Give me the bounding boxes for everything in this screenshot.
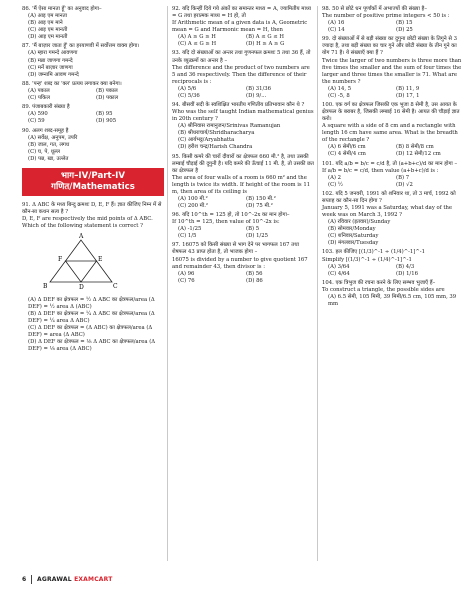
option-d: (D) √2 [396, 181, 413, 188]
option-d: (D) 1/25 [246, 233, 268, 240]
question-stem: 88. 'पन्ह' शब्द का 'क्ल' प्रत्यय लगाकर क्या बनेगा। [22, 80, 122, 87]
question-91 [22, 202, 164, 354]
publisher-brand [37, 576, 113, 583]
option-c: (C) 1/5 [178, 233, 197, 240]
question-90 [22, 128, 164, 163]
option-b: (B) पकाल [96, 87, 118, 94]
option-b: (B) 4/3 [396, 263, 415, 270]
question-stem-english: The area of four walls of a room is 660 m² and the length is twice its width. If height of the room is 11 m, then area of its ceiling is [172, 174, 311, 195]
option-c: (C) मर्ने बाज़ार जाणगा [28, 64, 73, 71]
column-3 [322, 6, 464, 310]
option-a: (A) A ≥ G ≥ H [178, 34, 216, 41]
vertex-b-label: B [43, 282, 48, 290]
option-b: (B) 7 [396, 174, 410, 181]
question-stem-english: If a/b = b/c = c/d, then value (a+b+c)/d is : [322, 167, 439, 174]
option-a: (A) आइ एम मानता [28, 13, 67, 20]
page-footer [22, 572, 464, 586]
option-c: (C) आर्यभट्ट/Aryabhatta [178, 137, 235, 144]
option-c: (C) Δ DEF का क्षेत्रफल = (Δ ABC) का क्षेत्रफल/area (Δ DEF) = area (Δ ABC) [28, 325, 153, 339]
option-a: (A) रविवार (इतवार)/Sunday [328, 219, 391, 226]
question-stem: 93. यदि दो संख्याओं का अन्तर तथा गुणनफल क्रमशः 5 तथा 36 हैं, तो उनके व्युत्क्रमों का अन्तर है – [172, 50, 311, 64]
question-stem: 97. 16075 को किसी संख्या से भाग देने पर भागफल 167 तथा शेषफल 43 प्राप्त होता है, तो भाजक होगा – [172, 242, 299, 256]
question-stem: 94. बीसवीं सदी के स्वशिक्षित भारतीय गणितीय प्रतिभावान कौन थे ? [172, 101, 305, 108]
question-100 [322, 102, 464, 158]
question-99 [322, 36, 464, 99]
option-a: (A) 5/6 [178, 85, 197, 92]
question-94 [172, 102, 314, 151]
question-stem: 99. दो संख्याओं में से बड़ी संख्या का दुगुना छोटी संख्या के तिगुने से 3 ज्यादा है, तथा बड़ी संख्या का चार गुने और छोटी संख्या के तीन गुने का योग 71 है। ये संख्याएँ क्या हैं ? [322, 36, 457, 57]
option-a: (A) श्रीनिवास रामानुजन/Srinivas Ramanujan [178, 123, 281, 130]
triangle-figure [22, 232, 164, 295]
question-89 [22, 104, 164, 125]
question-stem-english: A square with a side of 8 cm and a rectangle with length 16 cm have same area. What is the breadth of the rectangle ? [322, 123, 458, 144]
option-a: (A) म्हारा गमन्दे आवणगा [28, 50, 78, 57]
option-b: (B) मन्ना जाणगा गमन्दे [28, 57, 73, 64]
option-b: (B) Δ DEF का क्षेत्रफल = ¼ Δ ABC का क्षेत्रफल/area (Δ DEF) = ¼ area Δ ABC) [28, 311, 155, 325]
option-a: (A) सर्वेक्ष, अनुपम, उपरि [28, 134, 78, 141]
option-b: (B) 56 [246, 270, 263, 277]
option-d: (D) जम्नामि आवण गमन्दे [28, 71, 79, 78]
question-stem: 89. पंजाबकारी संख्या है [22, 104, 70, 111]
option-a: (A) 3/64 [328, 263, 350, 270]
option-d: (D) H ≥ A ≥ G [246, 41, 285, 48]
option-b: (B) 31/36 [246, 85, 271, 92]
point-e-label: E [98, 255, 103, 263]
option-a: (A) 100 मी.² [178, 195, 208, 202]
option-a: (A) 6.5 सेमी, 105 मिमी, 39 मिमी/6.5 cm, 105 mm, 39 mm [328, 293, 457, 307]
option-b: (B) A ≤ G ≤ H [246, 34, 284, 41]
option-c: (C) घ, पे, धूल्ल [28, 148, 60, 155]
option-a: (A) Δ DEF का क्षेत्रफल = ½ Δ ABC का क्षेत्रफल/area (Δ DEF) = ½ area Δ (ABC) [28, 296, 155, 311]
question-88 [22, 81, 164, 102]
point-f-label: F [58, 255, 63, 263]
question-stem: 92. यदि किन्हीं दिये गये अंकों का समान्तर माध्य = A, ज्यामितीय माध्य = G तथा हरात्मक माध्य = H हो, तो [172, 6, 311, 20]
option-d: (D) 12 सेमी/12 cm [396, 151, 441, 158]
option-c: (C) 4 सेमी/4 cm [328, 151, 366, 158]
question-stem: 104. एक त्रिभुज की रचना करने के लिए सम्भव भुजाएँ हैं– [322, 279, 436, 286]
question-stem: 96. यदि 10^th = 125 हो, तो 10^-2x का मान होगा– [172, 212, 290, 219]
question-stem: 95. किसी कमरे की चारों दीवारों का क्षेत्रफल 660 मी.² है, तथा उसकी लम्बाई चौड़ाई की दुगुनी है। यदि कमरे की ऊँचाई 11 मी. है, तो उसकी छत का क्षेत्रफल है [172, 153, 314, 174]
vertex-a-label: A [79, 232, 84, 240]
option-b: (B) जाल, गत, लगध [28, 141, 70, 148]
column-1 [22, 6, 164, 356]
option-a: (A) 590 [28, 111, 48, 118]
question-stem: 103. हल कीजिए [(1/3)^-1 ÷ (1/4)^-1]^-1 [322, 249, 425, 256]
question-stem: 90. अलग शब्द-समूह है [22, 127, 69, 134]
question-stem-english: D, E, F are respectively the mid points of Δ ABC. Which of the following statement is correct ? [22, 215, 153, 229]
question-stem: 102. यदि 5 जनवरी, 1991 को शनिवार था, तो 3 मार्च, 1992 को सप्ताह का कौन-सा दिन होगा ? [322, 190, 456, 204]
option-a: (A) 6 सेमी/6 cm [328, 144, 366, 151]
option-d: (D) 17, 1 [396, 92, 420, 99]
question-stem-english: The difference and the product of two numbers are 5 and 36 respectively. Then the difference of their reciprocals is : [172, 64, 310, 85]
option-a: (A) 14, 5 [328, 85, 352, 92]
option-c: (C) -5, 8 [328, 92, 350, 99]
option-d: (D) आइ एम मानती [28, 34, 68, 41]
option-a: (A) -1/25 [178, 226, 202, 233]
question-stem: 86. 'मैं ऐसा मानता हूँ' का अनुवाद होगा– [22, 6, 102, 12]
option-b: (B) आइ एम माने [28, 20, 63, 27]
option-c: (C) 59 [28, 118, 45, 125]
question-stem-english: The number of positive prime integers < 50 is : [322, 13, 450, 20]
option-d: (D) हरीश चन्द्र/Harish Chandra [178, 144, 253, 151]
option-b: (B) सोमवार/Monday [328, 226, 376, 233]
option-b: (B) 150 मी.² [246, 195, 276, 202]
question-stem-english: To construct a triangle, the possible sides are [322, 286, 445, 293]
option-c: (C) पकिल [28, 94, 50, 101]
option-d: (D) Δ DEF का क्षेत्रफल = ⅛ Δ ABC का क्षेत्रफल/area (Δ DEF) = ⅛ area (Δ ABC) [28, 339, 156, 353]
question-95 [172, 154, 314, 210]
question-stem-english: If Arithmetic mean of a given data is A, Geometric mean = G and Harmonic mean = H, then [172, 20, 308, 34]
question-103 [322, 249, 464, 277]
question-stem: 87. 'मैं बाज़ार जाता हूँ' का हरयाणवी में सर्वोत्तम वाक्य होगा। [22, 43, 140, 50]
question-93 [172, 50, 314, 99]
option-d: (D) पन्न, खा, उल्लेत [28, 155, 69, 162]
option-b: (B) 11, 9 [396, 85, 420, 92]
option-d: (D) मंगलवार/Tuesday [328, 240, 379, 247]
question-stem-english: Who was the self taught Indian mathematical genius in 20th century ? [172, 109, 314, 123]
question-stem-english: Twice the larger of two numbers is three more than five times the smaller and the sum of four times the larger and three times the smaller is 71. What are the numbers ? [322, 57, 462, 85]
option-d: (D) 25 [396, 27, 413, 34]
option-b: (B) 15 [396, 20, 413, 27]
option-a: (A) 16 [328, 20, 345, 27]
question-stem-english: Simplify [(1/3)^-1 ÷ (1/4)^-1]^-1 [322, 256, 412, 263]
option-c: (C) ½ [328, 181, 344, 188]
option-b: (B) 95 [96, 111, 113, 118]
option-d: (D) 9/... [246, 92, 267, 99]
option-c: (C) 5/36 [178, 92, 200, 99]
option-d: (D) पकाल [96, 94, 119, 101]
option-d: (D) 75 मी.² [246, 202, 273, 209]
option-c: (C) आइ एम मानती [28, 27, 68, 34]
question-96 [172, 212, 314, 240]
question-98 [322, 6, 464, 34]
question-stem-english: If 10^th = 125, then value of 10^-2x is: [172, 219, 280, 226]
option-b: (B) 8 सेमी/8 cm [396, 144, 434, 151]
option-d: (D) 905 [96, 118, 117, 125]
option-b: (B) श्रीधराचार्य/Shridharacharya [178, 130, 255, 137]
question-101 [322, 161, 464, 189]
option-c: (C) 4/64 [328, 270, 350, 277]
column-divider [167, 6, 168, 561]
page-number: 6 [22, 575, 27, 583]
question-stem-english: 16075 is divided by a number to give quotient 167 and remainder 43, then divisor is : [172, 256, 308, 270]
question-stem-english: January 5, 1991 was a Saturday, what day of the week was on March 3, 1992 ? [322, 205, 453, 219]
point-d-label: D [79, 283, 84, 291]
option-c: (C) 76 [178, 277, 195, 284]
option-c: (C) शनिवार/Saturday [328, 233, 379, 240]
option-d: (D) 86 [246, 277, 263, 284]
section-heading: भाग–IV/Part-IV गणित/Mathematics [22, 168, 164, 196]
question-stem: 98. 50 से छोटे धन पूर्णांकों में अभाज्यों की संख्या है– [322, 6, 427, 12]
brand-part-a: AGRAWAL [36, 575, 75, 583]
option-c: (C) 14 [328, 27, 345, 34]
column-divider [317, 6, 318, 561]
question-92 [172, 6, 314, 48]
question-86 [22, 6, 164, 41]
column-2 [172, 6, 314, 287]
triangle-diagram [42, 232, 120, 292]
vertex-c-label: C [113, 282, 118, 290]
question-87 [22, 43, 164, 78]
question-102 [322, 191, 464, 247]
question-stem: 100. एक वर्ग का क्षेत्रफल जिसकी एक भुजा 8 सेमी है, उस आयत के क्षेत्रफल के बराबर है, जिसकी लम्बाई 16 सेमी है। आयत की चौड़ाई ज्ञात करो। [322, 101, 460, 123]
option-a: (A) 96 [178, 270, 195, 277]
question-stem: 91. Δ ABC के मध्य बिन्दु क्रमशः D, E, F हैं। ज्ञात कीजिए निम्न में से कौन-सा कथन सत्य है ? [22, 201, 162, 215]
question-104 [322, 280, 464, 308]
option-b: (B) 5 [246, 226, 260, 233]
brand-part-b: EXAMCART [74, 575, 113, 583]
footer-divider [31, 575, 32, 584]
option-a: (A) पकाल [28, 87, 50, 94]
option-a: (A) 2 [328, 174, 342, 181]
option-d: (D) 1/16 [396, 270, 418, 277]
question-stem: 101. यदि a/b = b/c = c/d है, तो (a+b+c)/d का मान होगा – [322, 160, 458, 167]
question-97 [172, 242, 314, 284]
option-c: (C) 200 मी.² [178, 202, 209, 209]
option-c: (C) A ≤ G ≥ H [178, 41, 217, 48]
